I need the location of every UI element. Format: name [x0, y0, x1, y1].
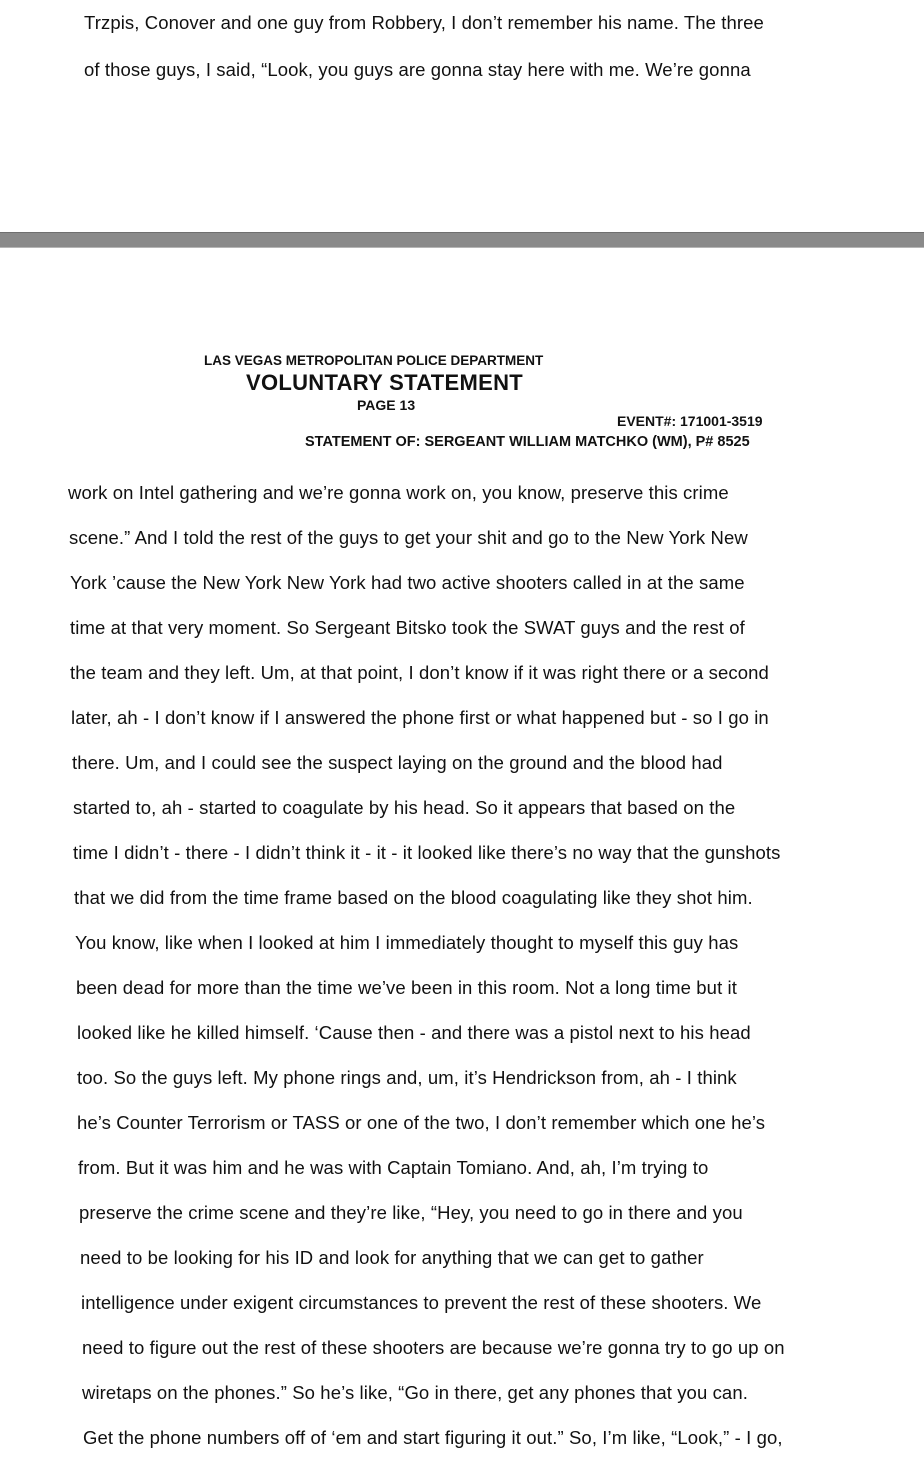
text-line: there. Um, and I could see the suspect laying on the ground and the blood had	[72, 752, 723, 773]
page-divider	[0, 232, 924, 248]
text-line: need to figure out the rest of these shooters are because we’re gonna try to go up on	[82, 1337, 785, 1358]
text-line: of those guys, I said, “Look, you guys are gonna stay here with me. We’re gonna	[84, 59, 751, 80]
text-line: York ’cause the New York New York had two active shooters called in at the same	[70, 572, 745, 593]
text-line: You know, like when I looked at him I immediately thought to myself this guy has	[75, 932, 739, 953]
text-line: been dead for more than the time we’ve been in this room. Not a long time but it	[76, 977, 738, 998]
text-line: need to be looking for his ID and look for anything that we can get to gather	[80, 1247, 704, 1268]
text-line: wiretaps on the phones.” So he’s like, “Go in there, get any phones that you can.	[82, 1382, 748, 1403]
previous-page-fragment	[0, 0, 924, 232]
text-line: too. So the guys left. My phone rings and, um, it’s Hendrickson from, ah - I think	[77, 1067, 737, 1088]
document-title: VOLUNTARY STATEMENT	[246, 370, 524, 395]
event-number: EVENT#: 171001-3519	[617, 413, 763, 429]
text-line: the team and they left. Um, at that point, I don’t know if it was right there or a second	[70, 662, 769, 683]
department-name: LAS VEGAS METROPOLITAN POLICE DEPARTMENT	[204, 353, 544, 368]
document-page	[0, 248, 924, 1468]
text-line: time at that very moment. So Sergeant Bitsko took the SWAT guys and the rest of	[70, 617, 745, 638]
text-line: started to, ah - started to coagulate by his head. So it appears that based on the	[73, 797, 736, 818]
statement-of: STATEMENT OF: SERGEANT WILLIAM MATCHKO (WM), P# 8525	[305, 434, 750, 450]
text-line: Trzpis, Conover and one guy from Robbery, I don’t remember his name. The three	[84, 12, 764, 33]
text-line: Get the phone numbers off of ‘em and start figuring it out.” So, I’m like, “Look,” - I go,	[83, 1427, 783, 1448]
text-line: that we did from the time frame based on the blood coagulating like they shot him.	[74, 887, 753, 908]
text-line: later, ah - I don’t know if I answered the phone first or what happened but - so I go in	[71, 707, 769, 728]
text-line: he’s Counter Terrorism or TASS or one of the two, I don’t remember which one he’s	[77, 1112, 766, 1133]
text-line: from. But it was him and he was with Captain Tomiano. And, ah, I’m trying to	[78, 1157, 709, 1178]
text-line: preserve the crime scene and they’re like, “Hey, you need to go in there and you	[79, 1202, 743, 1223]
text-line: work on Intel gathering and we’re gonna work on, you know, preserve this crime	[68, 482, 729, 503]
text-line: time I didn’t - there - I didn’t think it - it - it looked like there’s no way that the gunshots	[73, 842, 781, 863]
text-line: scene.” And I told the rest of the guys to get your shit and go to the New York New	[69, 527, 748, 548]
page-number: PAGE 13	[357, 397, 416, 413]
text-line: intelligence under exigent circumstances to prevent the rest of these shooters. We	[81, 1292, 762, 1313]
text-line: looked like he killed himself. ‘Cause then - and there was a pistol next to his head	[77, 1022, 751, 1043]
